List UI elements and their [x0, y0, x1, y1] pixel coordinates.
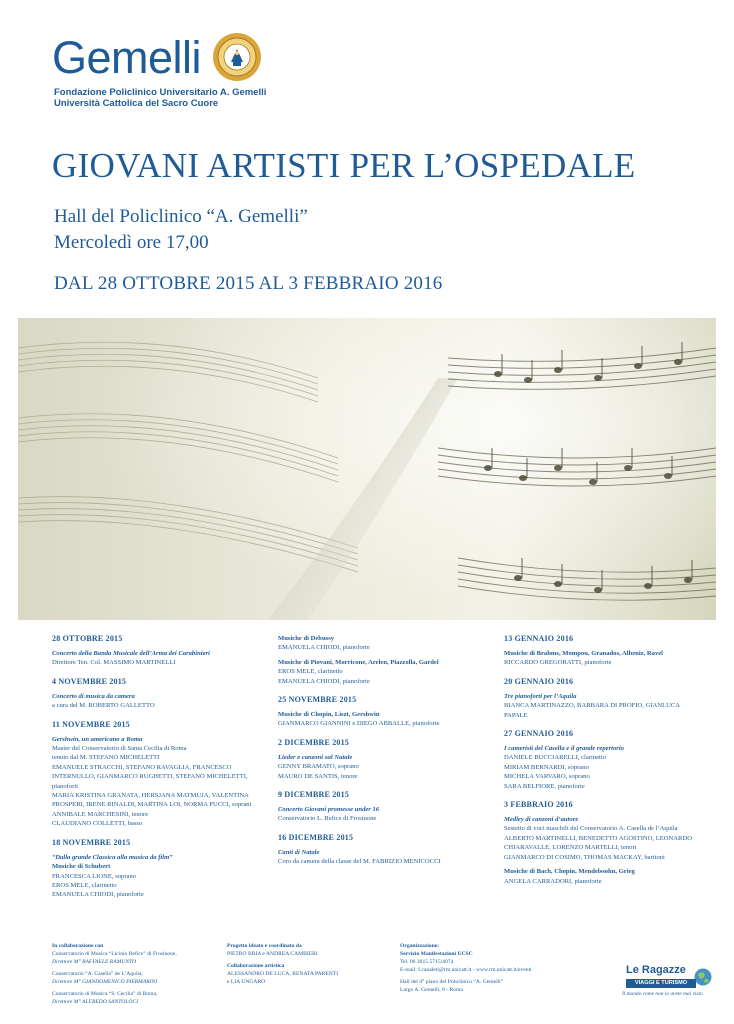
concert-date: 16 DICEMBRE 2015: [278, 832, 354, 842]
performer-line: EMANUELE STRACCHI, STEFANO RAVAGLIA, FRANCESCO: [52, 763, 232, 771]
header: [52, 30, 692, 120]
concert-date: 11 NOVEMBRE 2015: [52, 719, 130, 729]
footer-line: Conservatorio di Musica “Licinio Refice” di Frosinone,: [52, 951, 177, 957]
performer-line: EMANUELA CHIODI, pianoforte: [52, 891, 144, 899]
music-program: Musiche di Chopin, Liszt, Gershwin: [278, 711, 380, 719]
performer-line: pianoforti: [52, 782, 79, 790]
performer-line: BIANCA MARTINAZZO, BARBARA DI PROFIO, GIANLUCA: [504, 702, 680, 710]
footer-heading: Progetto ideato e coordinato da: [227, 943, 302, 949]
performer-line: tenuto dal M. STEFANO MICHELETTI: [52, 754, 160, 762]
performer-line: EMANUELA CHIODI, pianoforte: [278, 644, 370, 652]
footer-heading: Collaborazione artistica: [227, 963, 285, 969]
concert-title: Concerto di musica da camera: [52, 692, 135, 700]
sponsor-name: Le Ragazze: [626, 964, 686, 976]
performer-line: Direttore Ten. Col. MASSIMO MARTINELLI: [52, 659, 176, 667]
performer-line: ALBERTO MARTINELLI, BENEDETTO AGOSTINO, LEONARDO: [504, 834, 692, 842]
footer-line: Largo A. Gemelli, 8 - Roma: [400, 987, 463, 993]
performer-line: SARA BELFIORE, pianoforte: [504, 782, 585, 790]
performer-line: DANIELE BUCCIARELLI, clarinetto: [504, 754, 606, 762]
performer-line: Conservatorio L. Refice di Frosinone: [278, 815, 377, 823]
footer-phone: Tel. 06 3015 5715/4074: [400, 959, 454, 965]
concert-date: 13 GENNAIO 2016: [504, 634, 574, 643]
music-program: Musiche di Brahms, Mompou, Granados, Albeniz, Ravel: [504, 650, 663, 657]
concert-title: Concerto Giovani promesse under 16: [278, 806, 380, 814]
footer-line: Direttore M° RAFFAELE RAMUNTO: [52, 959, 137, 965]
footer-line: Direttore M° GIANDOMENICO PIERMARINI: [52, 979, 158, 985]
date-range: DAL 28 OTTOBRE 2015 AL 3 FEBBRAIO 2016: [54, 273, 443, 294]
footer-organization: [400, 942, 600, 994]
program-column-3: [504, 634, 724, 886]
concert-title: Lieder e canzoni sul Natale: [278, 753, 353, 761]
footer-line: Hall del 4° piano del Policlinico “A. Gemelli”: [400, 979, 504, 985]
performer-line: MARIA KRISTINA GRANATA, HERSJANA MATMUJA, VALENTINA: [52, 792, 249, 800]
footer-line: Servizio Manifestazioni UCSC: [400, 951, 473, 957]
performer-line: Sestetto di voci maschili del Conservatorio A. Casella de l’Aquila: [504, 825, 678, 833]
program-column-2: [278, 634, 498, 867]
concert-title: I cameristi del Casella e il grande repertorio: [504, 745, 624, 753]
performer-line: EROS MELE, clarinetto: [52, 881, 117, 889]
footer-line: Direttore M° ALFREDO SANTOLOCI: [52, 999, 138, 1005]
performer-line: INTERNULLO, GIANMARCO RUGHETTI, STEFANO MICHELETTI,: [52, 773, 248, 781]
music-program: Musiche di Bach, Chopin, Mendelssohn, Grieg: [504, 868, 635, 876]
performer-line: Master del Conservatorio di Santa Cecilia di Roma: [52, 745, 187, 753]
org-name-line2: Università Cattolica del Sacro Cuore: [54, 98, 219, 109]
concert-date: 27 GENNAIO 2016: [504, 729, 574, 739]
performer-line: a cura del M. ROBERTO GALLETTO: [52, 702, 155, 710]
performer-line: CLAUDIANO COLLETTI, basso: [52, 820, 143, 828]
performer-line: GENNY BRAMATO, soprano: [278, 763, 359, 771]
concert-title: Tre pianoforti per l’Aquila: [504, 692, 577, 700]
sheet-music-photo: [18, 318, 716, 620]
page-title: GIOVANI ARTISTI PER L’OSPEDALE: [52, 146, 636, 185]
performer-line: PROSPERI, IRENE RINALDI, MARTINA LOI, NORMA PUCCI, soprani: [52, 801, 252, 809]
concert-date: 3 FEBBRAIO 2016: [504, 800, 573, 810]
concert-title: Medley di canzoni d’autore: [504, 816, 579, 824]
performer-line: GIANMARCO GIANNINI e DIEGO ABBALLE, pianoforte: [278, 720, 440, 728]
concert-date: 20 GENNAIO 2016: [504, 676, 574, 686]
footer-heading: In collaborazione con: [52, 943, 104, 949]
music-program: Musiche di Piovani, Morricone, Arelen, Piazzolla, Gardel: [278, 658, 439, 666]
sponsor-motto: Il mondo come non lo avete mai visto: [622, 991, 703, 997]
sponsor-logo: [620, 964, 720, 1004]
time: Mercoledì ore 17,00: [54, 232, 209, 253]
footer-credits: [227, 942, 387, 986]
performer-line: EROS MELE, clarinetto: [278, 668, 343, 676]
sponsor-tagline: VIAGGI E TURISMO: [626, 979, 696, 988]
performer-line: MAURO DE SANTIS, tenore: [278, 772, 358, 780]
performer-line: ANGELA CARRADORI, pianoforte: [504, 877, 602, 885]
performer-line: FRANCESCA LIONE, soprano: [52, 872, 137, 880]
concert-date: 18 NOVEMBRE 2015: [52, 837, 131, 847]
concert-title: “Dalla grande Classica alla musica da film”: [52, 853, 173, 861]
footer-collaboration: [52, 942, 222, 1006]
concert-date: 4 NOVEMBRE 2015: [52, 676, 127, 686]
footer-line: Conservatorio “A. Casella” de L’Aquila,: [52, 971, 143, 977]
footer-line: e LIA UNGARO: [227, 979, 266, 985]
performer-line: CHIARAVALLE, LORENZO MARTELLI, tenori: [504, 844, 637, 852]
concert-date: 9 DICEMBRE 2015: [278, 790, 350, 800]
performer-line: RICCARDO GREGORATTI, pianoforte: [504, 659, 612, 667]
concert-title: Gershwin, un americano a Roma: [52, 735, 143, 743]
performer-line: ANNIBALE MARCHESINI, tenore: [52, 810, 149, 818]
globe-icon: [694, 968, 712, 986]
org-name-line1: Fondazione Policlinico Universitario A. Gemelli: [54, 87, 267, 98]
university-seal-icon: [212, 32, 262, 82]
performer-line: PAPALE: [504, 711, 528, 719]
performer-line: GIANMARCO DI COSIMO, THOMAS MACKAY, baritoni: [504, 853, 665, 861]
footer-line: Conservatorio di Musica “S. Cecilia” di Roma,: [52, 991, 158, 997]
music-program: Musiche di Debussy: [278, 635, 335, 642]
concert-date: 25 NOVEMBRE 2015: [278, 695, 357, 705]
performer-line: MIRIAM BERNARDI, soprano: [504, 763, 589, 771]
program-column-1: [52, 634, 272, 900]
music-program: Musiche di Schubert: [52, 863, 111, 871]
gemelli-logo: Gemelli: [52, 32, 202, 83]
concert-title: Canti di Natale: [278, 848, 320, 856]
concert-date: 2 DICEMBRE 2015: [278, 737, 350, 747]
performer-line: MICHELA VARVARO, soprano: [504, 773, 590, 781]
footer-email[interactable]: E-mail: f.canaleti@rm.unicatt.it - www.rm.unicatt.it/eventi: [400, 967, 532, 973]
performer-line: EMANUELA CHIODI, pianoforte: [278, 677, 370, 685]
footer-line: ALESSANDRO DE LUCA, RENATA PARENTI: [227, 971, 339, 977]
footer-line: PIETRO BRIA e ANDREA CAMBIERI: [227, 951, 318, 957]
venue: Hall del Policlinico “A. Gemelli”: [54, 206, 308, 227]
concert-title: Concerto della Banda Musicale dell’Arma dei Carabinieri: [52, 650, 210, 657]
concert-date: 28 OTTOBRE 2015: [52, 634, 123, 643]
performer-line: Coro da camera della classe del M. FABRIZIO MENICOCCI: [278, 858, 441, 866]
footer-heading: Organizzazione:: [400, 943, 440, 949]
